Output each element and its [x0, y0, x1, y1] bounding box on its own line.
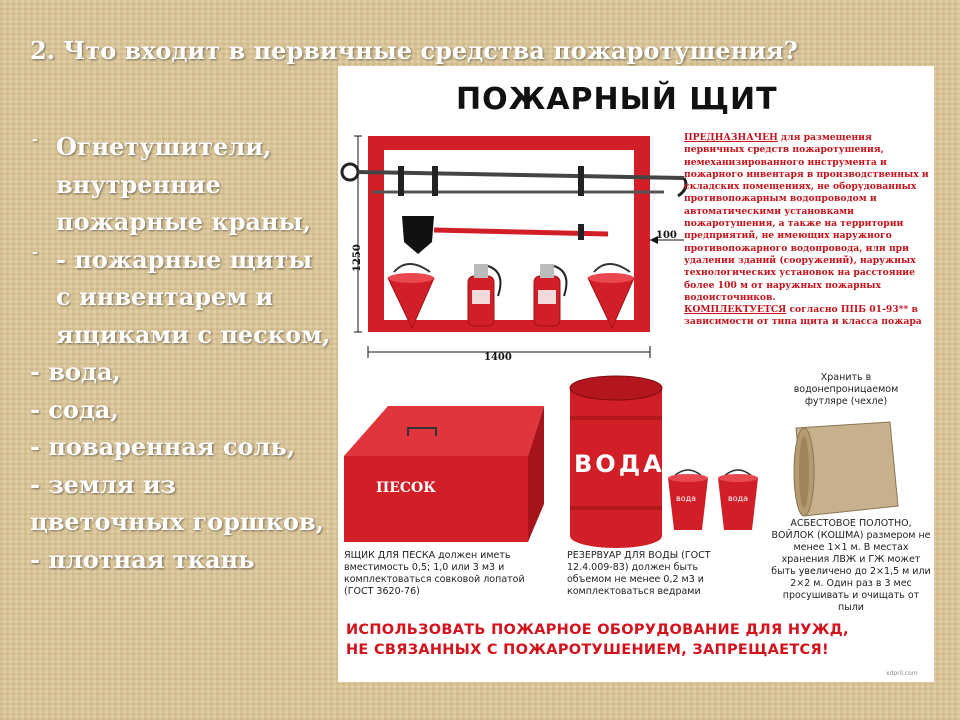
- list-item-line: [30, 503, 340, 541]
- list-item-line: [30, 541, 340, 579]
- list-item-text: - пожарные щиты: [56, 244, 313, 274]
- dimension-width: 1400: [484, 352, 512, 363]
- list-item-line: [30, 241, 340, 279]
- list-item-line: [30, 128, 340, 166]
- list-item-text: внутренние: [56, 169, 221, 199]
- caption-blanket: АСБЕСТОВОЕ ПОЛОТНО, ВОЙЛОК (КОШМА) размером не менее 1×1 м. В местах хранения ЛВЖ и ГЖ может быть увеличено до 2×1,5 м или 2×2 м. Один раз в 3 мес просушивать и очищать от пыли: [771, 518, 931, 613]
- dimension-offset: 100: [656, 230, 677, 241]
- list-item-line: [30, 466, 340, 504]
- asbestos-blanket-roll: [794, 422, 898, 516]
- warning-line-2: НЕ СВЯЗАННЫХ С ПОЖАРОТУШЕНИЕМ, ЗАПРЕЩАЕТСЯ!: [346, 642, 829, 658]
- list-item-text: с инвентарем и: [56, 282, 274, 311]
- slide-title: 2. Что входит в первичные средства пожаротушения?: [30, 36, 798, 65]
- list-item-line: [30, 203, 340, 241]
- poster-description: [684, 132, 930, 329]
- caption-reservoir: РЕЗЕРВУАР ДЛЯ ВОДЫ (ГОСТ 12.4.009-83) должен быть объемом не менее 0,2 м3 и комплектоваться ведрами: [567, 550, 711, 597]
- list-item-text: - плотная ткань: [30, 544, 255, 574]
- list-item-line: [30, 428, 340, 466]
- list-item-line: [30, 316, 340, 354]
- caption-sandbox: ЯЩИК ДЛЯ ПЕСКА должен иметь вместимость 0,5; 1,0 или 3 м3 и комплектоваться совковой лопатой (ГОСТ 3620-76): [344, 550, 525, 597]
- list-item-text: ящиками с песком,: [56, 319, 331, 349]
- description-body-2: согласно ППБ 01-93** в зависимости от типа щита и класса пожара: [684, 304, 922, 328]
- warning-line-1: ИСПОЛЬЗОВАТЬ ПОЖАРНОЕ ОБОРУДОВАНИЕ ДЛЯ НУЖД,: [346, 622, 849, 638]
- description-lead-2: КОМПЛЕКТУЕТСЯ: [684, 304, 787, 316]
- list-item-text: Огнетушители,: [56, 132, 272, 161]
- list-bullet: -: [32, 132, 38, 148]
- water-barrel-label: ВОДА: [574, 450, 665, 478]
- warning-text: [346, 620, 926, 660]
- watermark: xdpril.com: [886, 670, 918, 677]
- bucket-label-2: вода: [728, 494, 749, 503]
- list-item-line: [30, 278, 340, 316]
- bucket-label-1: вода: [676, 494, 697, 503]
- list-item-line: [30, 353, 340, 391]
- primary-means-list: [30, 128, 340, 578]
- list-item-text: - вода,: [30, 357, 121, 386]
- sand-box: [344, 406, 544, 542]
- storage-note: Хранить в водонепроницаемом футляре (чехле): [793, 372, 899, 407]
- description-lead: ПРЕДНАЗНАЧЕН: [684, 132, 778, 143]
- dimension-height: 1250: [352, 244, 363, 272]
- list-item-text: пожарные краны,: [56, 207, 312, 236]
- list-item-text: - сода,: [30, 394, 119, 424]
- poster-heading: ПОЖАРНЫЙ ЩИТ: [456, 82, 778, 117]
- fire-shield-poster: [338, 66, 934, 682]
- list-item-line: [30, 391, 340, 429]
- list-item-text: - поваренная соль,: [30, 432, 296, 461]
- list-item-text: цветочных горшков,: [30, 507, 325, 536]
- list-item-line: [30, 166, 340, 204]
- sand-label: ПЕСОК: [376, 480, 436, 496]
- description-body: для размещения первичных средств пожаротушения, немеханизированного инструмента и пожарного инвентаря в производственных и складских помещениях, не оборудованных противопожарным водопроводом и автоматическими установками пожаротушения, а также на территории предприятий, не имеющих наружного противопожарного водопровода, или при удалении зданий (сооружений), наружных технологических установок на расстояние более 100 м от наружных пожарных водоисточников.: [684, 132, 929, 303]
- list-bullet: -: [32, 244, 38, 261]
- list-item-text: - земля из: [30, 469, 176, 499]
